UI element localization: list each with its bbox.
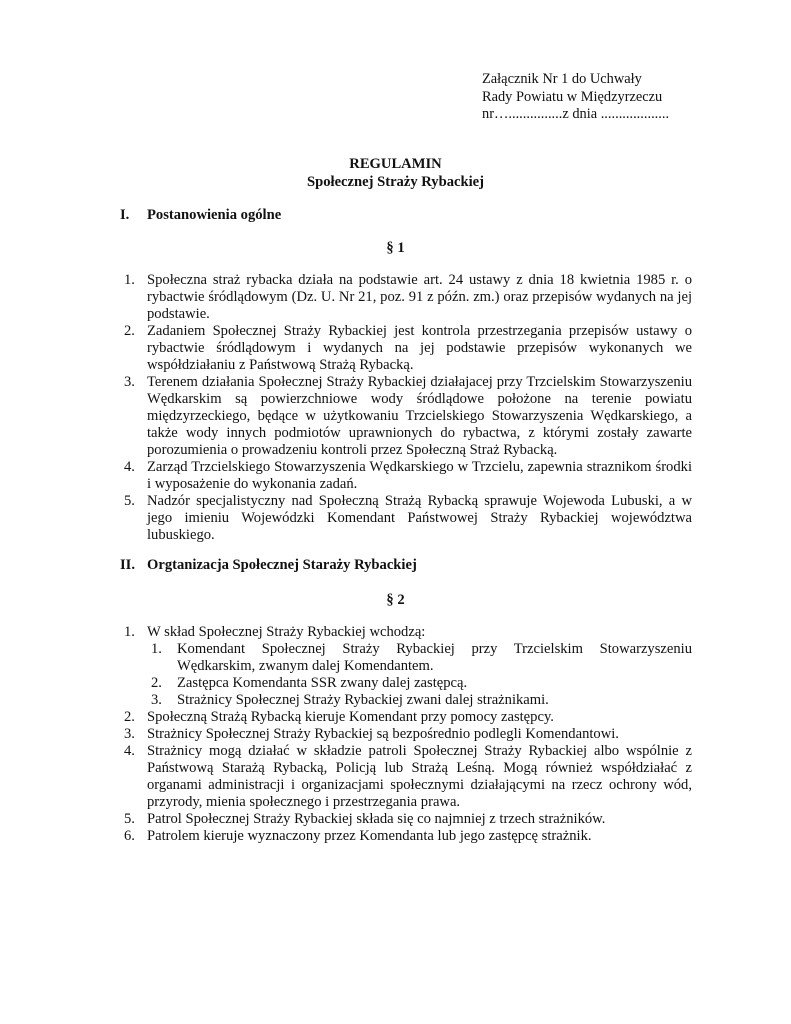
header-line-2: Rady Powiatu w Międzyrzeczu	[482, 88, 663, 105]
item-text: Zadaniem Społecznej Straży Rybackiej jest kontrola przestrzegania przepisów ustawy o rybactwie śródlądowym i wydanych na jej podstawie przepisów wykonanych we współdziałaniu z Państwową Strażą Rybacką.	[147, 323, 692, 373]
item-text: Społeczna straż rybacka działa na podstawie art. 24 ustawy z dnia 18 kwietnia 1985 r. o rybactwie śródlądowym (Dz. U. Nr 21, poz. 91 z późn. zm.) oraz przepisów wydanych na jej podstawie.	[147, 272, 692, 322]
section-1-number: I.	[120, 207, 130, 223]
section-1-title: Postanowienia ogólne	[147, 207, 282, 223]
header-line-1: Załącznik Nr 1 do Uchwały	[482, 71, 642, 87]
item-number: 1.	[124, 624, 135, 640]
list-item	[124, 323, 692, 374]
item-text: Strażnicy mogą działać w składzie patroli Społecznej Straży Rybackiej albo wspólnie z Państwową Starażą Rybacką, Policją lub Strażą Leśną. Mogą również współdziałać z organami administracji i organizacjami społecznymi działającymi na rzecz ochrony wód, przyrody, mienia społecznego i przestrzegania prawa.	[147, 743, 692, 810]
list-item	[124, 459, 692, 493]
item-text: W skład Społecznej Straży Rybackiej wchodzą:	[147, 624, 426, 640]
nested-item-number: 2.	[151, 675, 162, 691]
item-number: 3.	[124, 374, 135, 390]
header-line-3: nr…...............z dnia ...................	[482, 106, 670, 122]
list-item	[124, 726, 692, 743]
list-item	[124, 624, 692, 709]
item-number: 5.	[124, 493, 135, 509]
item-number: 2.	[124, 323, 135, 339]
item-text: Terenem działania Społecznej Straży Rybackiej działajacej przy Trzcielskim Stowarzyszeniu Wędkarskim są powierzchniowe wody śródlądowe położone na terenie powiatu międzyrzeckiego, będące w użytkowaniu Trzcielskiego Stowarzyszenia Wędkarskiego, a także wody innych podmiotów uprawnionych do rybactwa, z którymi zostały zawarte porozumienia o prowadzeniu kontroli przez Społeczną Straż Rybacką.	[147, 374, 692, 458]
section-2-number: II.	[120, 557, 136, 573]
section-2-title: Orgtanizacja Społecznej Staraży Rybackiej	[147, 557, 417, 573]
nested-list-item	[151, 641, 692, 675]
item-number: 4.	[124, 459, 135, 475]
list-item	[124, 709, 692, 726]
nested-item-text: Zastępca Komendanta SSR zwany dalej zastępcą.	[177, 675, 468, 691]
nested-list-item	[151, 675, 692, 692]
item-number: 2.	[124, 709, 135, 725]
section-1-list	[124, 272, 692, 544]
item-number: 4.	[124, 743, 135, 759]
item-text: Patrolem kieruje wyznaczony przez Komendanta lub jego zastępcę strażnik.	[147, 828, 592, 844]
list-item	[124, 493, 692, 544]
item-text: Patrol Społecznej Straży Rybackiej składa się co najmniej z trzech strażników.	[147, 811, 606, 827]
paragraph-2-mark: § 2	[386, 592, 405, 608]
attachment-header	[482, 71, 669, 124]
nested-list	[151, 641, 692, 709]
section-2-heading	[120, 557, 417, 574]
nested-item-text: Strażnicy Społecznej Straży Rybackiej zwani dalej strażnikami.	[177, 692, 549, 708]
item-text: Zarząd Trzcielskiego Stowarzyszenia Wędkarskiego w Trzcielu, zapewnia straznikom środki i wyposażenie do wykonania zadań.	[147, 459, 692, 492]
nested-item-text: Komendant Społecznej Straży Rybackiej przy Trzcielskim Stowarzyszeniu Wędkarskim, zwanym dalej Komendantem.	[177, 641, 692, 674]
section-2-list	[124, 624, 692, 845]
item-number: 6.	[124, 828, 135, 844]
list-item	[124, 828, 692, 845]
item-text: Społeczną Strażą Rybacką kieruje Komendant przy pomocy zastępcy.	[147, 709, 554, 725]
list-item	[124, 811, 692, 828]
list-item	[124, 743, 692, 811]
nested-item-number: 3.	[151, 692, 162, 708]
item-number: 5.	[124, 811, 135, 827]
list-item	[124, 374, 692, 459]
document-title: REGULAMIN	[349, 156, 442, 172]
list-item	[124, 272, 692, 323]
item-text: Nadzór specjalistyczny nad Społeczną Strażą Rybacką sprawuje Wojewoda Lubuski, a w jego imieniu Wojewódzki Komendant Państwowej Straży Rybackiej województwa lubuskiego.	[147, 493, 692, 543]
section-1-heading	[120, 207, 281, 224]
nested-item-number: 1.	[151, 641, 162, 657]
paragraph-1-mark: § 1	[386, 240, 405, 256]
nested-list-item	[151, 692, 692, 709]
item-text: Strażnicy Społecznej Straży Rybackiej są bezpośrednio podlegli Komendantowi.	[147, 726, 619, 742]
item-number: 3.	[124, 726, 135, 742]
document-subtitle: Społecznej Straży Rybackiej	[306, 174, 484, 190]
item-number: 1.	[124, 272, 135, 288]
